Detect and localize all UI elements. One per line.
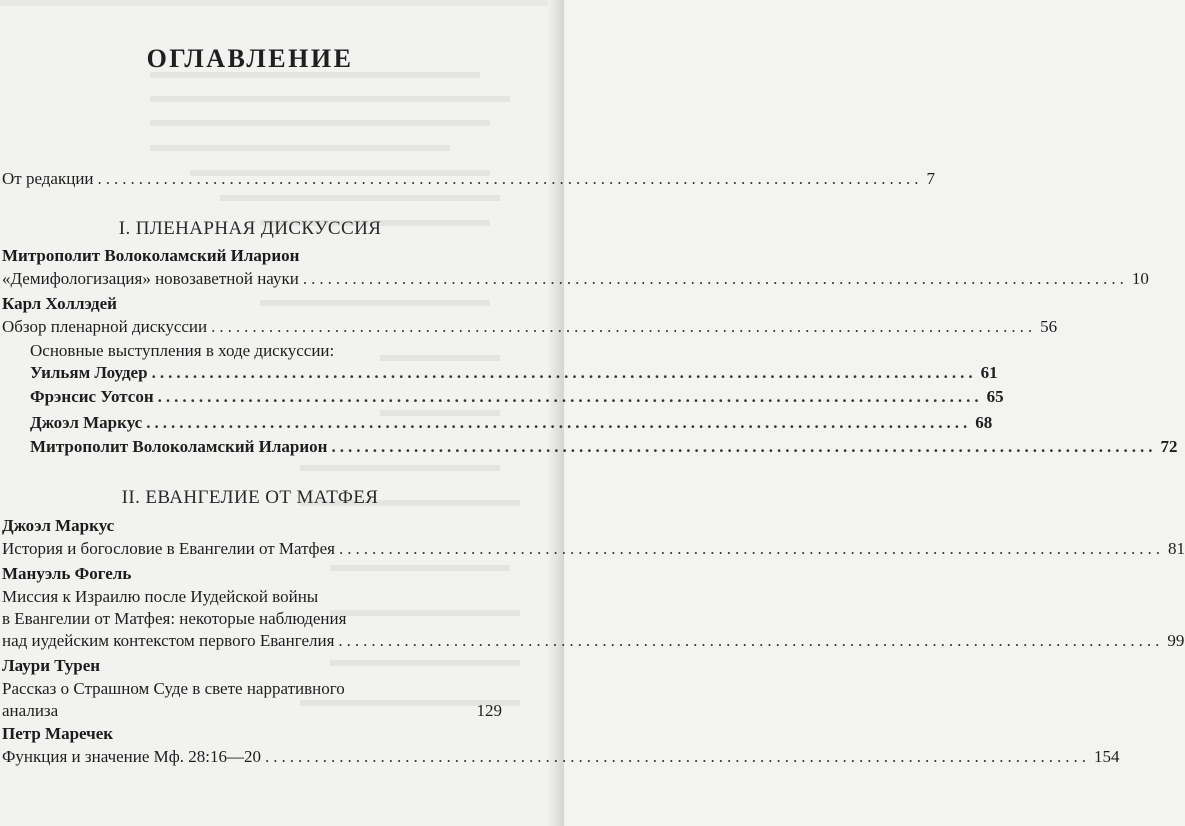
leader-dots: ....................................................................................................	[338, 631, 1164, 650]
toc-entry[interactable]	[2, 700, 502, 722]
leader-dots: ....................................................................................................	[265, 747, 1091, 766]
entry-title: анализа	[2, 701, 59, 720]
leader-dots: ....................................................................................................	[146, 413, 972, 432]
toc-entry[interactable]	[2, 316, 1058, 338]
toc-title: ОГЛАВЛЕНИЕ	[146, 44, 354, 73]
toc-entry-speech[interactable]	[30, 362, 998, 384]
entry-title: «Демифологизация» новозаветной науки	[2, 269, 299, 288]
entry-title: От редакции	[2, 169, 94, 188]
leader-dots: ....................................................................................................	[211, 317, 1037, 336]
page-number: 7	[926, 169, 936, 188]
entry-title-line: в Евангелии от Матфея: некоторые наблюдения	[2, 609, 347, 628]
entry-title: История и богословие в Евангелии от Матфея	[2, 539, 335, 558]
page-number: 81	[1167, 539, 1185, 558]
leader-dots: ....................................................................................................	[97, 169, 923, 188]
page-number: 56	[1040, 317, 1058, 336]
page-number: 61	[980, 363, 998, 382]
page-number: 129	[476, 701, 502, 720]
section-heading-1: I. ПЛЕНАРНАЯ ДИСКУССИЯ	[118, 218, 382, 239]
subheading: Основные выступления в ходе дискуссии:	[30, 341, 335, 360]
toc-entry-speech[interactable]	[30, 386, 1004, 408]
leader-dots: ....................................................................................................	[157, 387, 983, 406]
entry-title: Джоэл Маркус	[30, 413, 143, 432]
toc-entry[interactable]	[2, 538, 1185, 560]
toc-entry[interactable]	[2, 630, 1185, 652]
entry-title: Фрэнсис Уотсон	[30, 387, 154, 406]
page-number: 99	[1167, 631, 1185, 650]
toc-entry-speech[interactable]	[30, 436, 1178, 458]
section-heading-2: II. ЕВАНГЕЛИЕ ОТ МАТФЕЯ	[121, 487, 379, 508]
entry-title: Функция и значение Мф. 28:16—20	[2, 747, 262, 766]
entry-title: над иудейским контекстом первого Евангелия	[2, 631, 335, 650]
toc-entry-intro[interactable]	[2, 168, 936, 190]
author-name: Карл Холлэдей	[2, 294, 117, 313]
entry-title: Уильям Лоудер	[30, 363, 148, 382]
page-number: 65	[986, 387, 1004, 406]
author-name: Митрополит Волоколамский Иларион	[2, 246, 300, 265]
leader-dots: ....................................................................................................	[302, 269, 1128, 288]
author-name: Петр Маречек	[2, 724, 114, 743]
leader-dots: ....................................................................................................	[338, 539, 1164, 558]
toc-entry[interactable]	[2, 746, 1120, 768]
entry-title: Обзор пленарной дискуссии	[2, 317, 208, 336]
page-number: 68	[975, 413, 993, 432]
page-number: 10	[1131, 269, 1149, 288]
leader-dots: ....................................................................................................	[151, 363, 977, 382]
page-number: 72	[1160, 437, 1178, 456]
page-number: 154	[1094, 747, 1120, 766]
entry-title-line: Миссия к Израилю после Иудейской войны	[2, 587, 319, 606]
toc-entry-speech[interactable]	[30, 412, 993, 434]
entry-title-line: Рассказ о Страшном Суде в свете нарративного	[2, 679, 345, 698]
toc-entry[interactable]	[2, 268, 1149, 290]
author-name: Лаури Турен	[2, 656, 101, 675]
leader-dots: ....................................................................................................	[331, 437, 1157, 456]
entry-title: Митрополит Волоколамский Иларион	[30, 437, 328, 456]
author-name: Мануэль Фогель	[2, 564, 132, 583]
author-name: Джоэл Маркус	[2, 516, 115, 535]
